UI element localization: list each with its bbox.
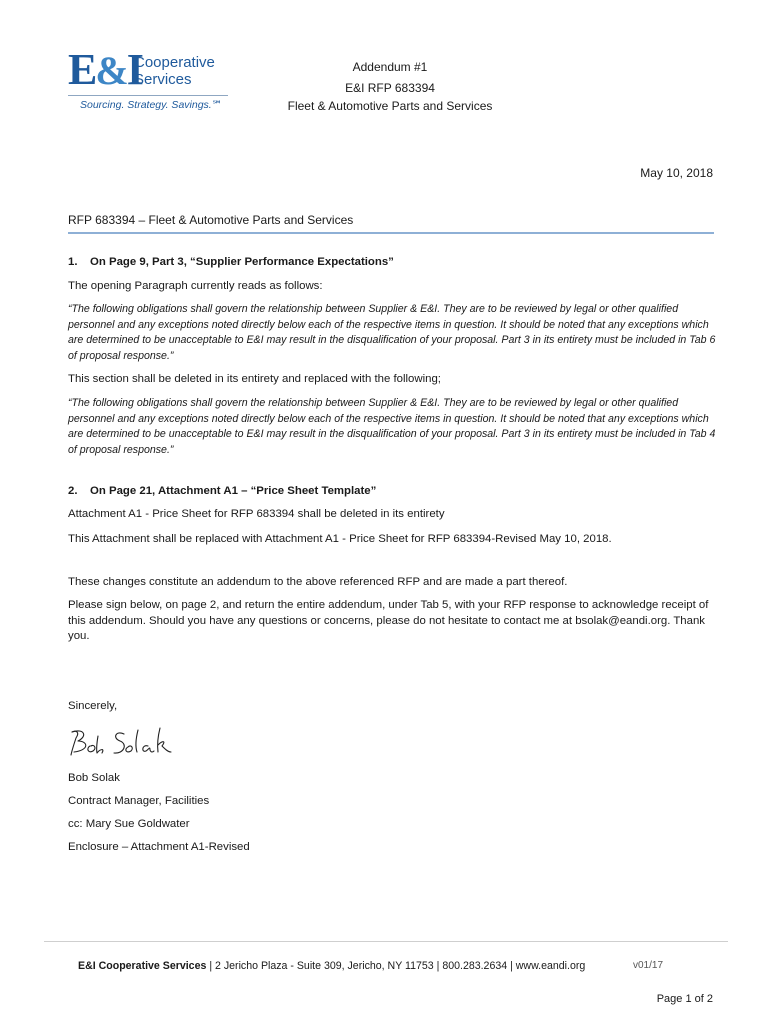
item1-quote-revised: “The following obligations shall govern the relationship between Supplier & E&I. They are to be reviewed by legal or other qualified personnel and any exceptions noted directly below each of the respective items in question. It should be noted that any exceptions which are determined to be unacceptable to E&I may result in the disqualification of your proposal. Part 3 in its entirety must be included in Tab 4 of proposal response.”: [68, 397, 716, 456]
signer-title: Contract Manager, Facilities: [68, 795, 210, 807]
logo-name-line1: Cooperative: [134, 54, 215, 71]
rfp-number: E&I RFP 683394: [345, 81, 435, 95]
logo-tagline: Sourcing. Strategy. Savings.℠: [80, 99, 223, 111]
item2-deletion-line: Attachment A1 - Price Sheet for RFP 683394 shall be deleted in its entirety: [68, 508, 445, 520]
footer-version: v01/17: [633, 960, 664, 971]
closing-instructions: Please sign below, on page 2, and return the entire addendum, under Tab 5, with your RFP response to acknowledge receipt of this addendum. Should you have any questions or concerns, please do not hesitate to contact me at bsolak@eandi.org. Thank you.: [68, 599, 709, 642]
logo-name: [134, 54, 215, 88]
footer-divider: [44, 941, 728, 942]
cc-line: cc: Mary Sue Goldwater: [68, 818, 190, 830]
logo-mark: E&I: [68, 45, 142, 94]
item2-number: 2.: [68, 485, 78, 497]
salutation: Sincerely,: [68, 700, 118, 712]
subject-divider: [68, 232, 714, 234]
logo-divider: [68, 95, 228, 96]
ei-logo: [68, 45, 233, 118]
handwritten-signature: [66, 722, 176, 762]
enclosure-line: Enclosure – Attachment A1-Revised: [68, 841, 250, 853]
footer-contact: [78, 960, 585, 972]
item2-replacement-line: This Attachment shall be replaced with Attachment A1 - Price Sheet for RFP 683394-Revised May 10, 2018.: [68, 533, 612, 545]
item1-quote-original: “The following obligations shall govern the relationship between Supplier & E&I. They are to be reviewed by legal or other qualified personnel and any exceptions noted directly below each of the respective items in question. It should be noted that any exceptions which are determined to be unacceptable to E&I may result in the disqualification of your proposal. Part 3 in its entirety must be included in Tab 6 of proposal response.”: [68, 303, 716, 362]
item1-heading: On Page 9, Part 3, “Supplier Performance Expectations”: [90, 256, 394, 268]
item1-intro: The opening Paragraph currently reads as follows:: [68, 280, 323, 292]
addendum-title: Addendum #1: [352, 60, 428, 74]
item1-number: 1.: [68, 256, 78, 268]
logo-name-line2: Services: [134, 71, 192, 88]
page-number: Page 1 of 2: [656, 993, 713, 1005]
item1-replace-text: This section shall be deleted in its entirety and replaced with the following;: [68, 373, 441, 385]
subject-line: RFP 683394 – Fleet & Automotive Parts and Services: [68, 213, 354, 227]
item2-heading: On Page 21, Attachment A1 – “Price Sheet Template”: [90, 485, 377, 497]
document-date: May 10, 2018: [640, 166, 713, 180]
closing-statement: These changes constitute an addendum to the above referenced RFP and are made a part thereof.: [68, 576, 568, 588]
footer-address: | 2 Jericho Plaza - Suite 309, Jericho, NY 11753 | 800.283.2634 | www.eandi.org: [206, 960, 586, 972]
signer-name: Bob Solak: [68, 772, 120, 784]
rfp-name: Fleet & Automotive Parts and Services: [287, 99, 493, 113]
footer-org: E&I Cooperative Services: [78, 960, 207, 972]
